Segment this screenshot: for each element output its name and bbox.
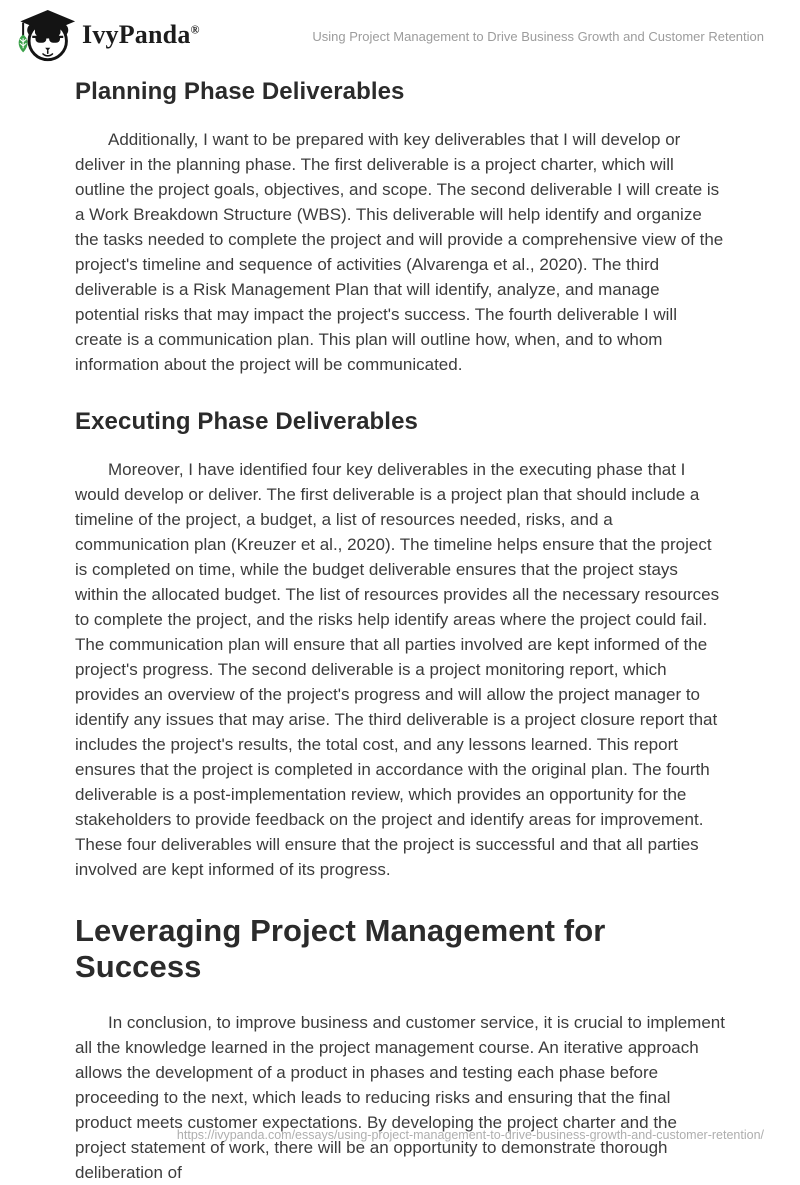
paragraph-planning-phase: Additionally, I want to be prepared with key deliverables that I will develop or deliver in the planning phase. The first deliverable is a project charter, which will outline the project goals, objectives, and scope. The second deliverable I will create is a Work Breakdown Structure (WBS). This deliverable will help identify and organize the tasks needed to complete the project and will provide a comprehensive view of the project's timeline and sequence of activities (Alvarenga et al., 2020). The third deliverable is a Risk Management Plan that will identify, analyze, and manage potential risks that may impact the project's success. The fourth deliverable I will create is a communication plan. This plan will outline how, when, and to whom information about the project will be communicated. bbox=[75, 130, 724, 374]
ivypanda-brand bbox=[14, 8, 200, 63]
header-document-title: Using Project Management to Drive Business Growth and Customer Retention bbox=[312, 28, 764, 44]
section-heading-planning-phase: Planning Phase Deliverables bbox=[75, 78, 405, 105]
section-heading-executing-phase: Executing Phase Deliverables bbox=[75, 408, 418, 435]
ivypanda-panda-logo-icon bbox=[14, 8, 76, 63]
brand-wordmark: IvyPanda® bbox=[82, 20, 200, 49]
essay-content bbox=[0, 78, 800, 1185]
section-heading-leveraging-success: Leveraging Project Management for Success bbox=[75, 913, 606, 984]
registered-trademark-symbol: ® bbox=[190, 22, 200, 37]
paragraph-executing-phase: Moreover, I have identified four key deliverables in the executing phase that I would develop or deliver. The first deliverable is a project plan that should include a timeline of the project, a budget, a list of resources needed, risks, and a communication plan (Kreuzer et al., 2020). The timeline helps ensure that the project is completed on time, while the budget deliverable ensures that the project stays within the allocated budget. The list of resources provides all the necessary resources to complete the project, and the risks help identify areas where the project could fail. The communication plan will ensure that all parties involved are kept informed of the project's progress. The second deliverable is a project monitoring report, which provides an overview of the project's progress and will allow the project manager to identify any issues that may arise. The third deliverable is a project closure report that includes the project's results, the total cost, and any lessons learned. This report ensures that the project is completed in accordance with the original plan. The fourth deliverable is a post-implementation review, which provides an opportunity for the stakeholders to provide feedback on the project and identify areas for improvement. These four deliverables will ensure that the project is successful and that all parties involved are kept informed of its progress. bbox=[75, 460, 720, 879]
paragraph-leveraging-success: In conclusion, to improve business and customer service, it is crucial to implement all the knowledge learned in the project management course. An iterative approach allows the development of a product in phases and testing each phase before proceeding to the next, which leads to reducing risks and ensuring that the final product meets customer expectations. By developing the project charter and the project statement of work, there will be an opportunity to demonstrate thorough deliberation of bbox=[75, 1013, 725, 1182]
source-url-link[interactable]: https://ivypanda.com/essays/using-project-management-to-drive-business-growth-and-customer-retention/ bbox=[176, 1128, 764, 1142]
page-header bbox=[0, 0, 800, 62]
